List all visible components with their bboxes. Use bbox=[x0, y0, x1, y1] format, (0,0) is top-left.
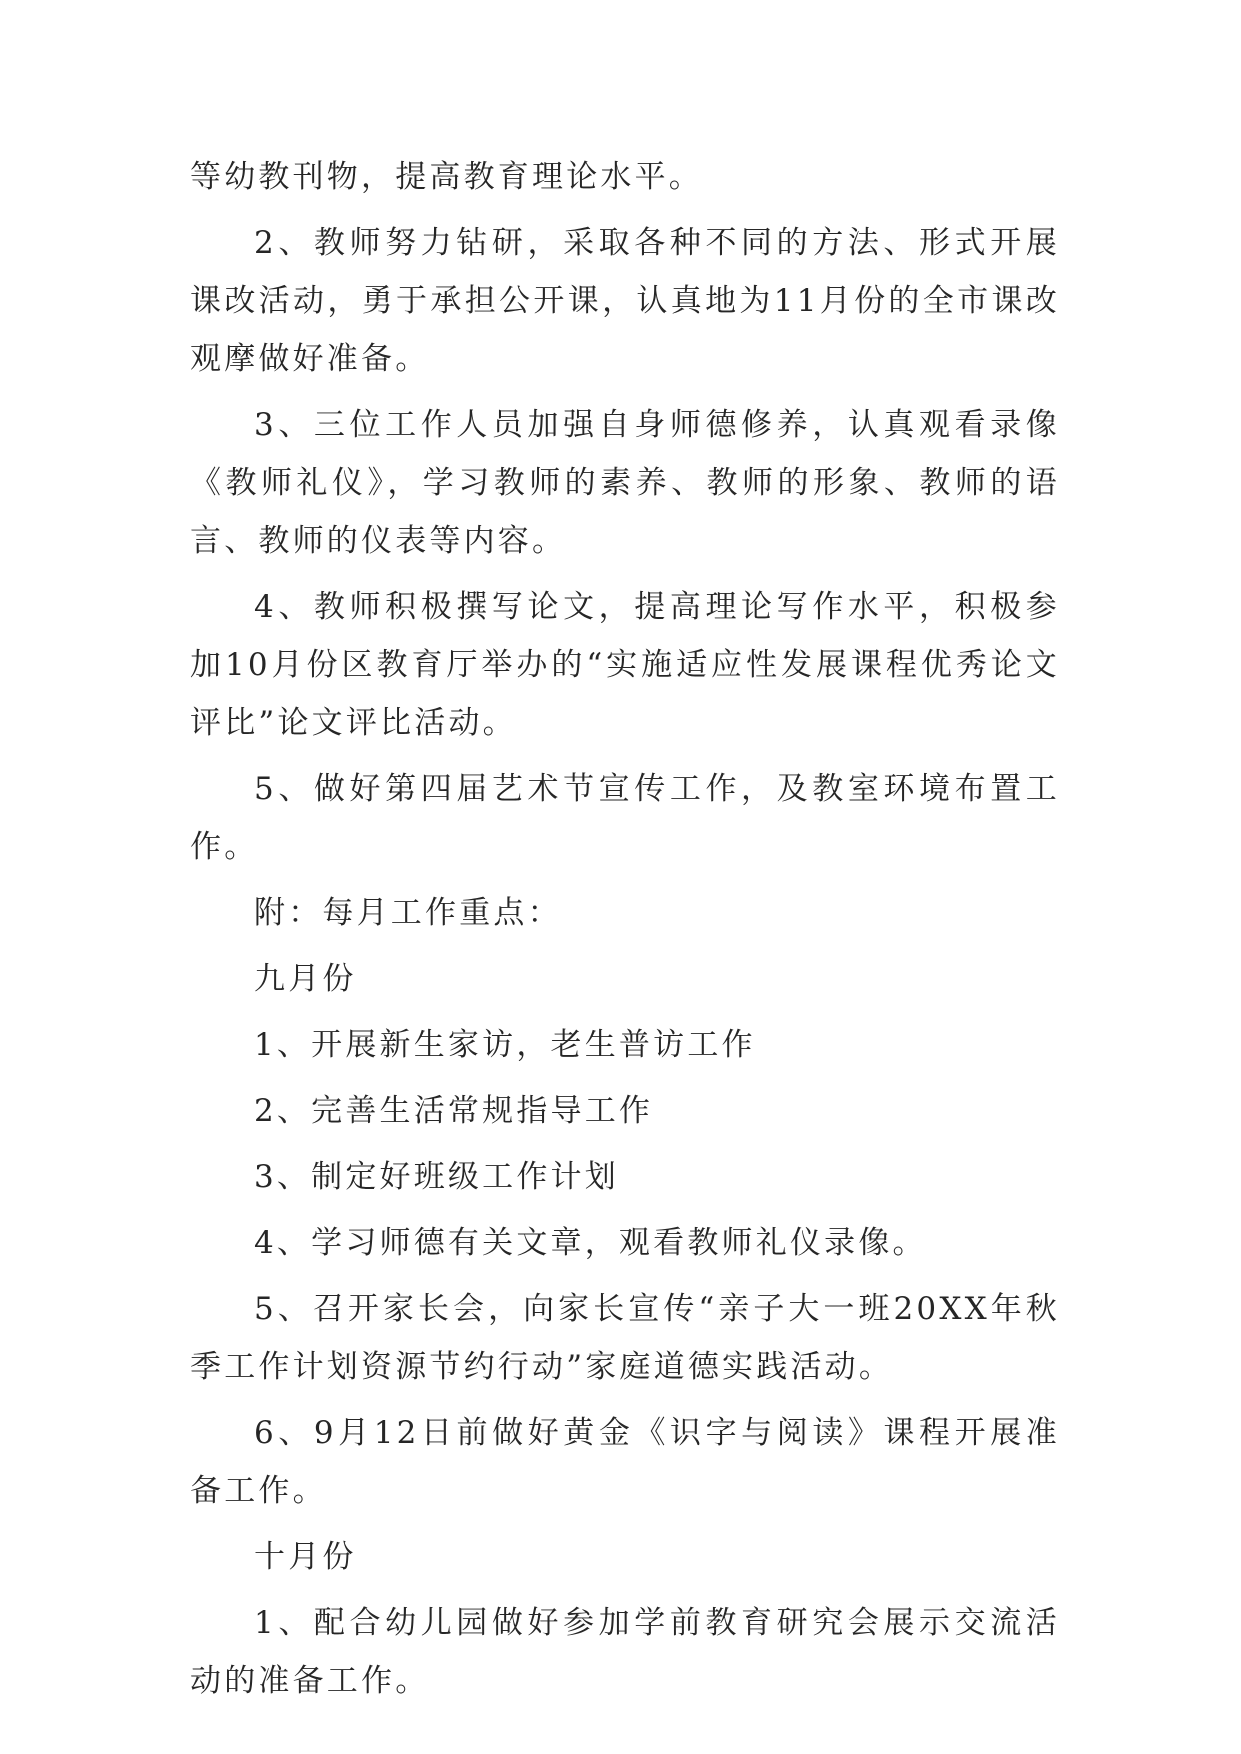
september-item-1: 1、开展新生家访，老生普访工作 bbox=[254, 1027, 756, 1063]
october-item-1: 1、配合幼儿园做好参加学前教育研究会展示交流活动的准备工作。 bbox=[190, 1605, 1060, 1699]
month-heading-september: 九月份 bbox=[254, 961, 357, 997]
month-heading-october: 十月份 bbox=[254, 1539, 357, 1575]
september-item-2: 2、完善生活常规指导工作 bbox=[254, 1093, 654, 1129]
paragraph-item-4: 4、教师积极撰写论文，提高理论写作水平，积极参加10月份区教育厅举办的“实施适应性发展课程优秀论文评比”论文评比活动。 bbox=[190, 589, 1060, 741]
paragraph-item-2: 2、教师努力钻研，采取各种不同的方法、形式开展课改活动，勇于承担公开课，认真地为11月份的全市课改观摩做好准备。 bbox=[190, 225, 1060, 377]
paragraph-item-5: 5、做好第四届艺术节宣传工作，及教室环境布置工作。 bbox=[190, 771, 1060, 865]
paragraph-item-3: 3、三位工作人员加强自身师德修养，认真观看录像《教师礼仪》，学习教师的素养、教师的形象、教师的语言、教师的仪表等内容。 bbox=[190, 407, 1060, 559]
september-item-5: 5、召开家长会，向家长宣传“亲子大一班20XX年秋季工作计划资源节约行动”家庭道德实践活动。 bbox=[190, 1291, 1060, 1385]
september-item-4: 4、学习师德有关文章，观看教师礼仪录像。 bbox=[254, 1225, 927, 1261]
paragraph-continuation: 等幼教刊物，提高教育理论水平。 bbox=[190, 159, 703, 195]
document-page bbox=[190, 148, 1060, 1718]
september-item-3: 3、制定好班级工作计划 bbox=[254, 1159, 619, 1195]
appendix-heading: 附：每月工作重点： bbox=[254, 895, 562, 931]
september-item-6: 6、9月12日前做好黄金《识字与阅读》课程开展准备工作。 bbox=[190, 1415, 1060, 1509]
